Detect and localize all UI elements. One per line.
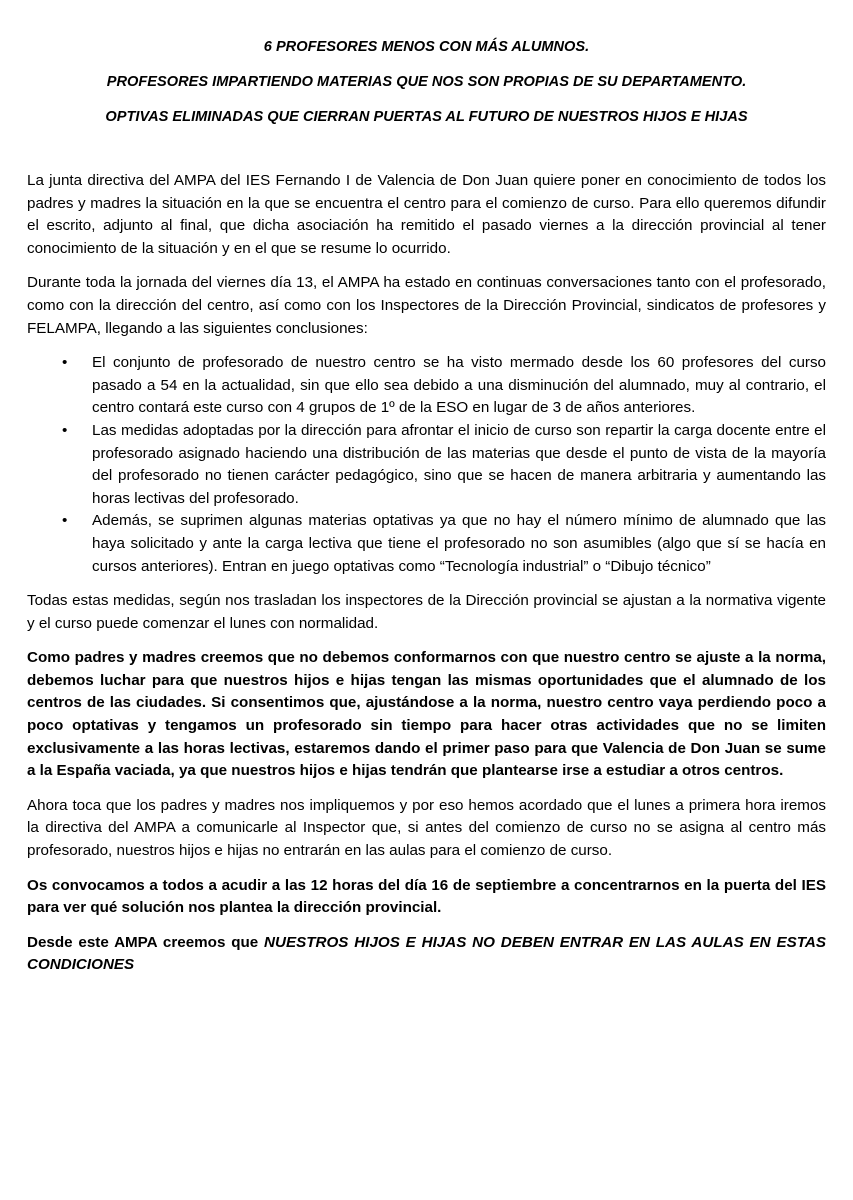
paragraph-final bbox=[27, 932, 826, 977]
document-headings bbox=[27, 38, 826, 126]
list-item bbox=[62, 420, 826, 510]
bullet-icon: • bbox=[62, 354, 68, 372]
paragraph-intro: La junta directiva del AMPA del IES Fernando I de Valencia de Don Juan quiere poner en conocimiento de todos los padres y madres la situación en la que se encuentra el centro para el comienzo de curso. Para ello queremos difundir el escrito, adjunto al final, que dicha asociación ha remitido el pasado viernes a la dirección provincial al tener conocimiento de la situación y en el que se resume lo ocurrido. bbox=[27, 172, 826, 257]
final-lead-text: Desde este AMPA creemos que bbox=[27, 933, 265, 951]
final-emphasis-text: NUESTROS HIJOS E HIJAS NO DEBEN ENTRAR EN LAS AULAS EN ESTAS CONDICIONES bbox=[27, 933, 826, 974]
list-item-text: El conjunto de profesorado de nuestro centro se ha visto mermado desde los 60 profesores del curso pasado a 54 en la actualidad, sin que ello sea debido a una disminución del alumnado, muy al contrario, el centro contará este curso con 4 grupos de 1º de la ESO en lugar de 3 de años anteriores. bbox=[92, 354, 826, 417]
paragraph-medidas: Todas estas medidas, según nos trasladan los inspectores de la Dirección provincial se ajustan a la normativa vigente y el curso puede comenzar el lunes con normalidad. bbox=[27, 592, 826, 632]
bullet-icon: • bbox=[62, 512, 68, 530]
heading-1: 6 PROFESORES MENOS CON MÁS ALUMNOS. bbox=[263, 39, 590, 55]
heading-2: PROFESORES IMPARTIENDO MATERIAS QUE NOS SON PROPIAS DE SU DEPARTAMENTO. bbox=[106, 74, 747, 90]
list-item-text: Las medidas adoptadas por la dirección para afrontar el inicio de curso son repartir la carga docente entre el profesorado asignado haciendo una distribución de las materias que desde el punto de vista de la mayoría del profesorado no tienen carácter pedagógico, sino que se hacen de manera arbitraria y aumentando las horas lectivas del profesorado. bbox=[92, 421, 826, 507]
paragraph-ahora-toca: Ahora toca que los padres y madres nos impliquemos y por eso hemos acordado que el lunes a primera hora iremos la directiva del AMPA a comunicarle al Inspector que, si antes del comienzo de curso no se asigna al centro más profesorado, nuestros hijos e hijas no entrarán en las aulas para el comienzo de curso. bbox=[27, 796, 826, 860]
document-body bbox=[27, 170, 826, 977]
list-item-text: Además, se suprimen algunas materias optativas ya que no hay el número mínimo de alumnado que las haya solicitado y ante la carga lectiva que tiene el profesorado no son asumibles (algo que sí se hacía en cursos anteriores). Entran en juego optativas como “Tecnología industrial” o “Dibujo técnico” bbox=[92, 512, 826, 575]
list-item bbox=[62, 510, 826, 578]
paragraph-como-padres: Como padres y madres creemos que no debemos conformarnos con que nuestro centro se ajuste a la norma, debemos luchar para que nuestros hijos e hijas tengan las mismas oportunidades que el alumnado de los centros de las ciudades. Si consentimos que, ajustándose a la norma, nuestro centro vaya perdiendo poco a poco optativas y tengamos un profesorado sin tiempo para hacer otras actividades que no se limiten exclusivamente a las horas lectivas, estaremos dando el primer paso para que Valencia de Don Juan se sume a la España vaciada, ya que nuestros hijos e hijas tendrán que plantearse irse a estudiar a otros centros. bbox=[27, 649, 826, 780]
paragraph-convocamos: Os convocamos a todos a acudir a las 12 horas del día 16 de septiembre a concentrarnos en la puerta del IES para ver qué solución nos plantea la dirección provincial. bbox=[27, 876, 826, 917]
bullet-icon: • bbox=[62, 421, 68, 439]
heading-3: OPTIVAS ELIMINADAS QUE CIERRAN PUERTAS AL FUTURO DE NUESTROS HIJOS E HIJAS bbox=[105, 109, 748, 125]
conclusions-list bbox=[27, 352, 826, 578]
list-item bbox=[62, 352, 826, 420]
paragraph-jornada: Durante toda la jornada del viernes día 13, el AMPA ha estado en continuas conversaciones tanto con el profesorado, como con la dirección del centro, así como con los Inspectores de la Dirección Provincial, sindicatos de profesores y FELAMPA, llegando a las siguientes conclusiones: bbox=[27, 274, 826, 337]
